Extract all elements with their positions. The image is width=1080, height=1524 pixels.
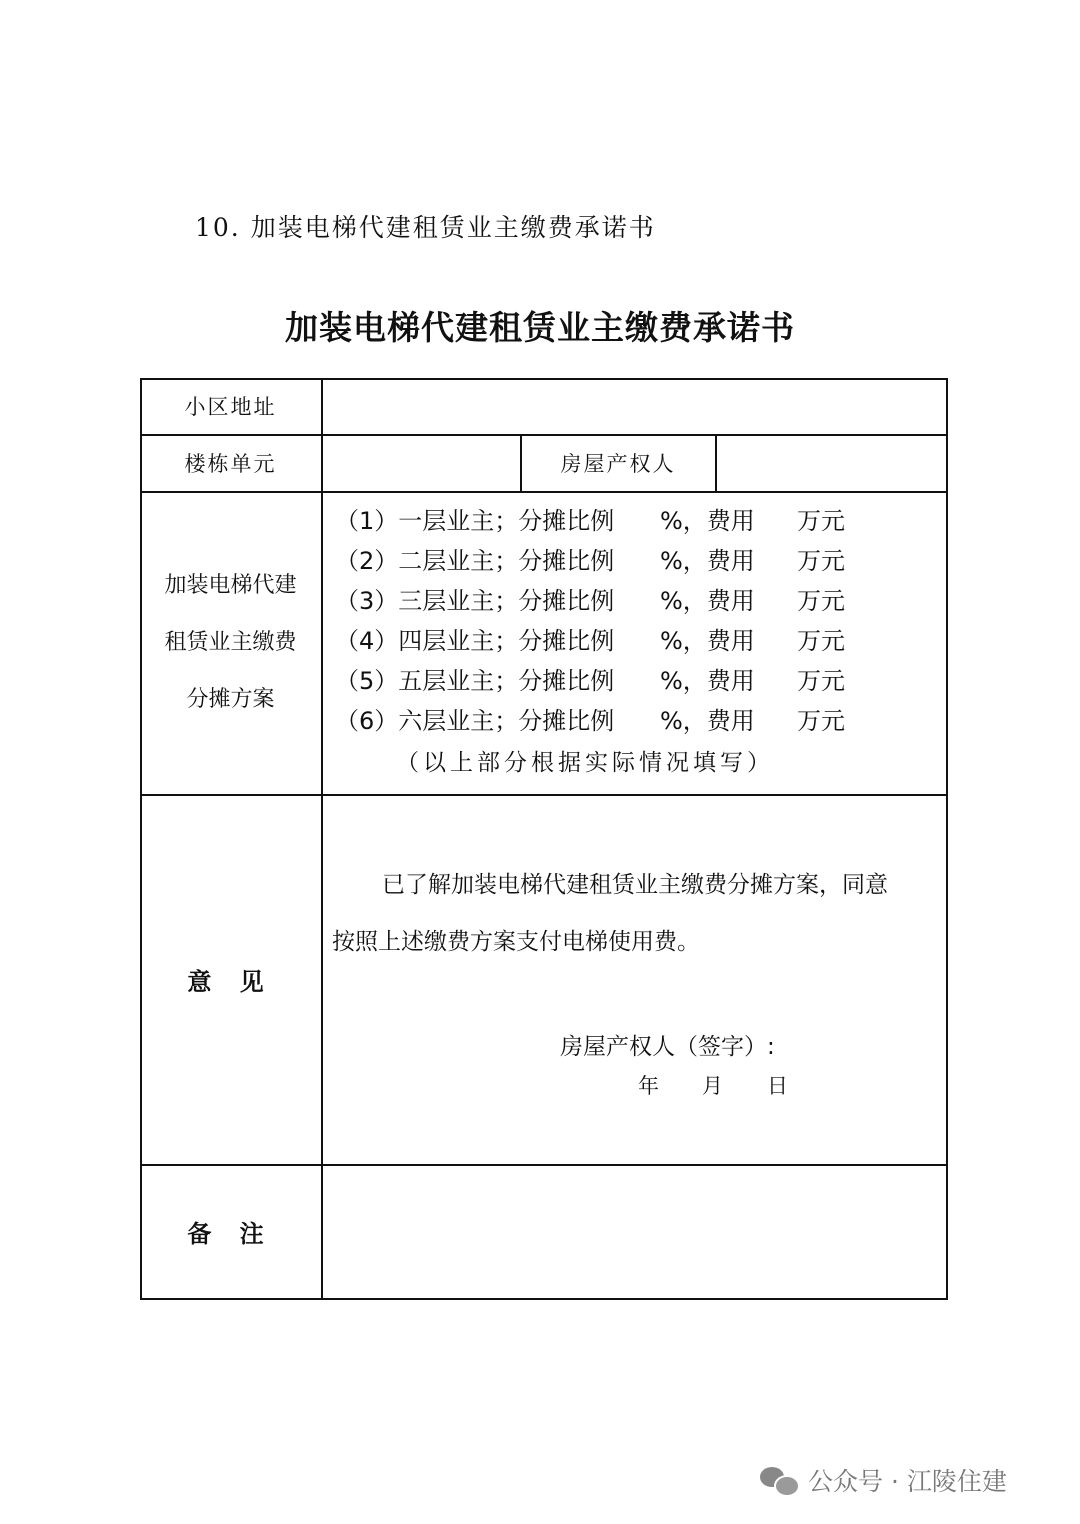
plan-row-2: [335, 541, 845, 581]
plan-row-prefix: （5）五层业主；分摊比例: [335, 667, 615, 695]
opinion-text-line-1: 已了解加装电梯代建租赁业主缴费分摊方案，同意: [382, 872, 888, 898]
plan-row-prefix: （3）三层业主；分摊比例: [335, 587, 615, 615]
plan-row-unit: 万元: [797, 507, 845, 535]
watermark: [760, 1462, 1007, 1498]
commitment-form: [140, 378, 948, 1300]
date-year: 年: [638, 1074, 659, 1098]
form-border-right: [946, 378, 948, 1300]
plan-row-prefix: （2）二层业主；分摊比例: [335, 547, 615, 575]
opinion-label: 意 见: [187, 967, 274, 996]
plan-row-percent: %，费用: [660, 547, 755, 575]
plan-row-unit: 万元: [797, 547, 845, 575]
plan-row-prefix: （4）四层业主；分摊比例: [335, 627, 615, 655]
plan-row-unit: 万元: [797, 587, 845, 615]
property-owner-field[interactable]: [717, 436, 945, 491]
plan-row-percent: %，费用: [660, 707, 755, 735]
label-column-divider: [321, 378, 323, 1300]
opinion-text-line-2: 按照上述缴费方案支付电梯使用费。: [332, 929, 700, 955]
signature-label: 房屋产权人（签字）:: [560, 1034, 775, 1060]
address-label: 小区地址: [184, 395, 277, 419]
date-month: 月: [702, 1074, 723, 1098]
property-owner-label: 房屋产权人: [560, 451, 676, 476]
plan-label: [140, 491, 321, 794]
plan-label-line-1: 加装电梯代建: [164, 573, 297, 598]
address-field[interactable]: [323, 380, 945, 434]
form-border-bottom: [140, 1298, 948, 1300]
building-unit-field[interactable]: [323, 436, 519, 491]
plan-row-percent: %，费用: [660, 667, 755, 695]
plan-row-unit: 万元: [797, 707, 845, 735]
building-unit-label: 楼栋单元: [184, 451, 277, 476]
wechat-icon: [760, 1465, 798, 1495]
plan-row-prefix: （1）一层业主；分摊比例: [335, 507, 615, 535]
date-day: 日: [767, 1074, 788, 1098]
plan-label-line-2: 租赁业主缴费: [164, 630, 297, 655]
plan-row-4: [335, 621, 845, 661]
document-title: 加装电梯代建租赁业主缴费承诺书: [285, 308, 795, 347]
plan-row-prefix: （6）六层业主；分摊比例: [335, 707, 615, 735]
plan-row-percent: %，费用: [660, 587, 755, 615]
plan-row-unit: 万元: [797, 627, 845, 655]
plan-row-3: [335, 581, 845, 621]
remarks-label: 备 注: [187, 1219, 274, 1248]
plan-row-unit: 万元: [797, 667, 845, 695]
section-heading: 10. 加装电梯代建租赁业主缴费承诺书: [195, 213, 656, 242]
plan-row-6: [335, 701, 845, 741]
plan-row-percent: %，费用: [660, 627, 755, 655]
watermark-text: 公众号 · 江陵住建: [808, 1467, 1007, 1496]
plan-row-1: [335, 501, 845, 541]
plan-row-5: [335, 661, 845, 701]
plan-row-percent: %，费用: [660, 507, 755, 535]
remarks-field[interactable]: [323, 1166, 945, 1298]
plan-note: （以上部分根据实际情况填写）: [396, 750, 774, 776]
plan-label-line-3: 分摊方案: [186, 687, 275, 712]
